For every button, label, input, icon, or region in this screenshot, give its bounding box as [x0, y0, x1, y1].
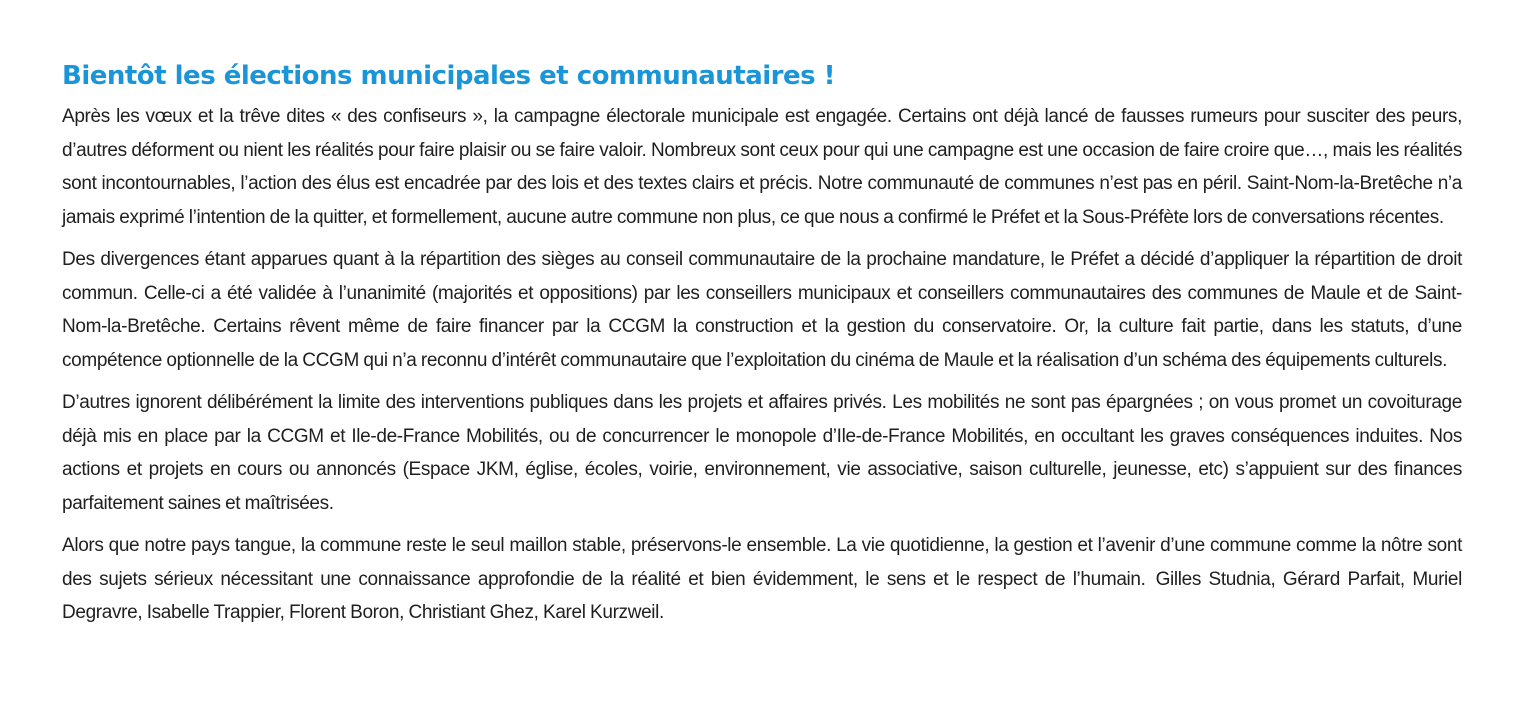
- article-paragraph-3: D’autres ignorent délibérément la limite des interventions publiques dans les projets et affaires privés. Les mobilités ne sont pas épargnées ; on vous promet un covoiturage déjà mis en place par la CCGM et Ile-de-France Mobilités, ou de concurrencer le monopole d’Ile-de-France Mobilités, en occultant les graves conséquences induites. Nos actions et projets en cours ou annoncés (Espace JKM, église, écoles, voirie, environnement, vie associative, saison culturelle, jeunesse, etc) s’appuient sur des finances parfaitement saines et maîtrisées.: [62, 392, 1462, 514]
- article-paragraph-4-text: Alors que notre pays tangue, la commune reste le seul maillon stable, préservons-le ensemble. La vie quotidienne, la gestion et l’avenir d’une commune comme la nôtre sont des sujets sérieux nécessitant une connaissance approfondie de la réalité et bien évidemment, le sens et le respect de l’humain.: [62, 535, 1462, 590]
- article-title: Bientôt les élections municipales et communautaires !: [62, 61, 835, 91]
- article: [62, 58, 1462, 639]
- article-signature: Gilles Studnia, Gérard Parfait, Muriel Degravre, Isabelle Trappier, Florent Boron, Christiant Ghez, Karel Kurzweil.: [62, 568, 1463, 623]
- article-paragraph-1: Après les vœux et la trêve dites « des confiseurs », la campagne électorale municipale est engagée. Certains ont déjà lancé de fausses rumeurs pour susciter des peurs, d’autres déforment ou nient les réalités pour faire plaisir ou se faire valoir. Nombreux sont ceux pour qui une campagne est une occasion de faire croire que…, mais les réalités sont incontournables, l’action des élus est encadrée par des lois et des textes clairs et précis. Notre communauté de communes n’est pas en péril. Saint-Nom-la-Bretêche n’a jamais exprimé l’intention de la quitter, et formellement, aucune autre commune non plus, ce que nous a confirmé le Préfet et la Sous-Préfète lors de conversations récentes.: [62, 106, 1462, 228]
- article-paragraph-4: [62, 529, 1462, 630]
- article-paragraph-2: Des divergences étant apparues quant à la répartition des sièges au conseil communautaire de la prochaine mandature, le Préfet a décidé d’appliquer la répartition de droit commun. Celle-ci a été validée à l’unanimité (majorités et oppositions) par les conseillers municipaux et conseillers communautaires des communes de Maule et de Saint-Nom-la-Bretêche. Certains rêvent même de faire financer par la CCGM la construction et la gestion du conservatoire. Or, la culture fait partie, dans les statuts, d’une compétence optionnelle de la CCGM qui n’a reconnu d’intérêt communautaire que l’exploitation du cinéma de Maule et la réalisation d’un schéma des équipements culturels.: [62, 249, 1462, 371]
